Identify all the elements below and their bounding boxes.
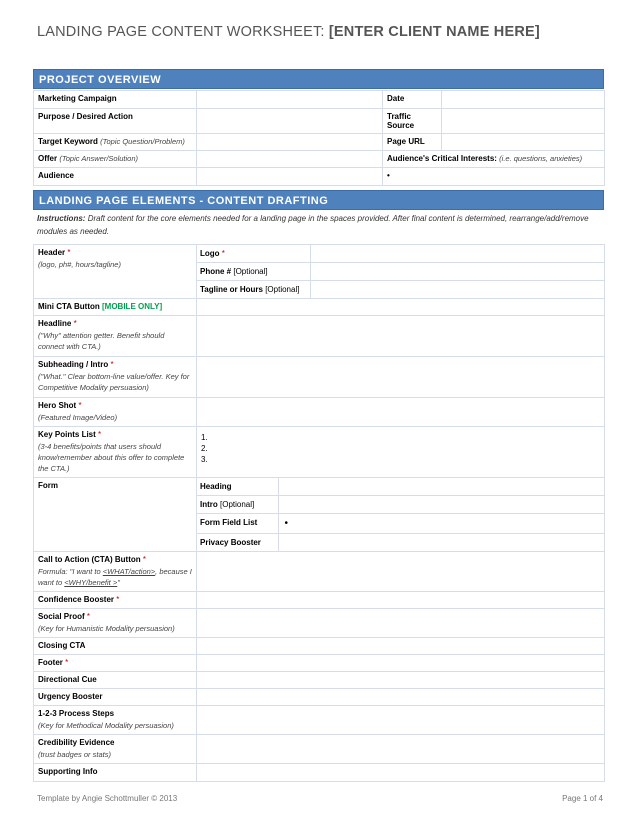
section-project-overview: PROJECT OVERVIEW [33, 69, 604, 89]
page-number: Page 1 of 4 [562, 794, 603, 803]
headline-label: Headline * ("Why" attention getter. Benefit should connect with CTA.) [34, 316, 197, 357]
header-label-cell: Header * (logo, ph#, hours/tagline) [34, 245, 197, 299]
mini-cta-label: Mini CTA Button [MOBILE ONLY] [34, 299, 197, 316]
footer-field[interactable] [197, 655, 605, 672]
key-point-3[interactable]: 3. [201, 455, 208, 464]
subheading-field[interactable] [197, 357, 605, 398]
traffic-source-field[interactable] [442, 109, 605, 134]
closing-cta-field[interactable] [197, 638, 605, 655]
confidence-booster-label: Confidence Booster * [34, 592, 197, 609]
form-field-list-field[interactable]: • [278, 514, 604, 534]
hero-shot-field[interactable] [197, 398, 605, 427]
directional-cue-label: Directional Cue [34, 672, 197, 689]
cta-field[interactable] [197, 552, 605, 592]
client-name-placeholder: [ENTER CLIENT NAME HERE] [328, 24, 540, 40]
page-url-label: Page URL [383, 134, 442, 151]
marketing-campaign-label: Marketing Campaign [34, 91, 197, 109]
audience-interests-label: Audience's Critical Interests: (i.e. questions, anxieties) [383, 151, 605, 168]
urgency-booster-label: Urgency Booster [34, 689, 197, 706]
tagline-field[interactable] [310, 281, 604, 299]
purpose-field[interactable] [197, 109, 383, 134]
directional-cue-field[interactable] [197, 672, 605, 689]
logo-label: Logo * [197, 245, 310, 263]
footer-label: Footer * [34, 655, 197, 672]
date-field[interactable] [442, 91, 605, 109]
urgency-booster-field[interactable] [197, 689, 605, 706]
supporting-info-label: Supporting Info [34, 764, 197, 782]
template-credit: Template by Angie Schottmuller © 2013 [37, 794, 178, 803]
process-steps-label: 1-2-3 Process Steps (Key for Methodical Modality persuasion) [34, 706, 197, 735]
title-plain: LANDING PAGE CONTENT WORKSHEET: [37, 24, 325, 40]
headline-field[interactable] [197, 316, 605, 357]
supporting-info-field[interactable] [197, 764, 605, 782]
form-heading-field[interactable] [278, 478, 604, 496]
page-url-field[interactable] [442, 134, 605, 151]
form-intro-field[interactable] [278, 496, 604, 514]
credibility-evidence-label: Credibility Evidence (trust badges or stats) [34, 735, 197, 764]
form-heading-label: Heading [197, 478, 278, 496]
instructions [37, 212, 597, 238]
traffic-source-label: Traffic Source [383, 109, 442, 134]
key-points-label: Key Points List * (3-4 benefits/points that users should know/remember about this offer to complete the CTA.) [34, 427, 197, 478]
section-landing-page-elements: LANDING PAGE ELEMENTS - CONTENT DRAFTING [33, 190, 604, 210]
key-points-field[interactable] [197, 427, 605, 478]
target-keyword-label: Target Keyword (Topic Question/Problem) [34, 134, 197, 151]
closing-cta-label: Closing CTA [34, 638, 197, 655]
tagline-label: Tagline or Hours [Optional] [197, 281, 310, 299]
offer-field[interactable] [197, 151, 383, 168]
audience-field[interactable] [197, 168, 383, 186]
privacy-booster-field[interactable] [278, 534, 604, 552]
confidence-booster-field[interactable] [197, 592, 605, 609]
form-subfields [197, 478, 605, 552]
key-point-2[interactable]: 2. [201, 444, 208, 453]
form-label: Form [34, 478, 197, 552]
audience-label: Audience [34, 168, 197, 186]
page-title [37, 24, 540, 40]
phone-field[interactable] [310, 263, 604, 281]
social-proof-label: Social Proof * (Key for Humanistic Modality persuasion) [34, 609, 197, 638]
header-subfields [197, 245, 605, 299]
key-point-1[interactable]: 1. [201, 433, 208, 442]
cta-label: Call to Action (CTA) Button * Formula: "I want to <WHAT/action>, because I want to <WHY/benefit >" [34, 552, 197, 592]
process-steps-field[interactable] [197, 706, 605, 735]
purpose-label: Purpose / Desired Action [34, 109, 197, 134]
instructions-label: Instructions: [37, 214, 86, 223]
subheading-label: Subheading / Intro * ("What." Clear bottom-line value/offer. Key for Competitive Modality persuasion) [34, 357, 197, 398]
form-field-list-label: Form Field List [197, 514, 278, 534]
phone-label: Phone # [Optional] [197, 263, 310, 281]
privacy-booster-label: Privacy Booster [197, 534, 278, 552]
elements-table [33, 244, 605, 782]
marketing-campaign-field[interactable] [197, 91, 383, 109]
target-keyword-field[interactable] [197, 134, 383, 151]
instructions-text: Draft content for the core elements needed for a landing page in the spaces provided. After final content is determined, rearrange/add/remove modules as needed. [37, 214, 589, 236]
form-intro-label: Intro [Optional] [197, 496, 278, 514]
credibility-evidence-field[interactable] [197, 735, 605, 764]
hero-shot-label: Hero Shot * (Featured Image/Video) [34, 398, 197, 427]
social-proof-field[interactable] [197, 609, 605, 638]
audience-interests-field[interactable]: • [383, 168, 605, 186]
project-overview-table [33, 90, 605, 186]
mini-cta-field[interactable] [197, 299, 605, 316]
offer-label: Offer (Topic Answer/Solution) [34, 151, 197, 168]
date-label: Date [383, 91, 442, 109]
logo-field[interactable] [310, 245, 604, 263]
